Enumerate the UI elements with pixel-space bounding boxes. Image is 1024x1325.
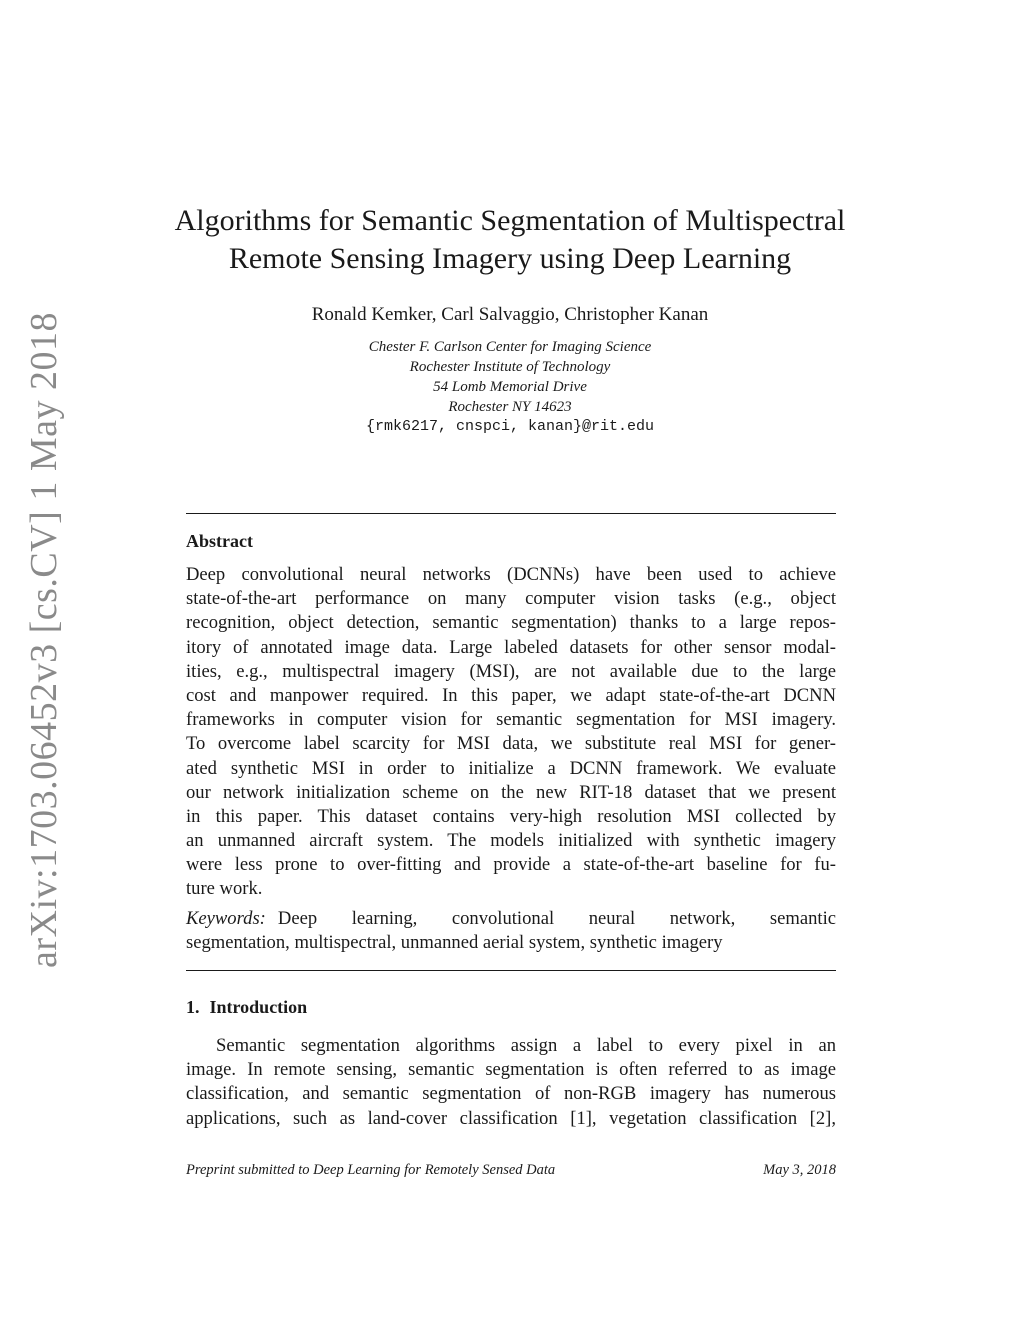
introduction-line: image. In remote sensing, semantic segmentation is often referred to as image [186,1059,836,1081]
footer-date: May 3, 2018 [763,1162,836,1178]
affiliation-line-1: Chester F. Carlson Center for Imaging Science [368,339,652,355]
footer-submission-note: Preprint submitted to Deep Learning for Remotely Sensed Data [186,1162,556,1178]
author-list: Ronald Kemker, Carl Salvaggio, Christopher Kanan [311,304,709,325]
abstract-line: our network initialization scheme on the new RIT-18 dataset that we present [186,781,836,803]
keywords-label: Keywords: [186,908,266,929]
abstract-line: recognition, object detection, semantic segmentation) thanks to a large repos- [186,612,836,634]
abstract-line: cost and manpower required. In this paper, we adapt state-of-the-art DCNN [186,684,836,706]
abstract-line: ated synthetic MSI in order to initialize a DCNN framework. We evaluate [186,757,836,779]
abstract-top-rule [186,513,836,514]
abstract-line: To overcome label scarcity for MSI data, we substitute real MSI for gener- [186,733,836,755]
introduction-body [186,1034,836,1131]
introduction-line: Semantic segmentation algorithms assign a label to every pixel in an [216,1035,836,1056]
abstract-line: state-of-the-art performance on many computer vision tasks (e.g., object [186,588,836,610]
introduction-line: applications, such as land-cover classification [1], vegetation classification [2], [186,1107,836,1129]
abstract-line: an unmanned aircraft system. The models initialized with synthetic imagery [186,830,836,852]
affiliation-line-4: Rochester NY 14623 [448,399,572,415]
abstract-line: frameworks in computer vision for semantic segmentation for MSI imagery. [186,709,836,731]
abstract-body [186,563,836,902]
affiliation-line-2: Rochester Institute of Technology [409,359,611,375]
abstract-line: in this paper. This dataset contains very-high resolution MSI collected by [186,805,836,827]
abstract-line: itory of annotated image data. Large labeled datasets for other sensor modal- [186,636,836,658]
paper-title [110,202,910,278]
abstract-bottom-rule [186,970,836,971]
abstract-heading: Abstract [186,531,253,551]
section-number: 1. [186,997,200,1017]
keywords-line-1 [186,907,836,931]
abstract-line: were less prone to over-fitting and provide a state-of-the-art baseline for fu- [186,854,836,876]
section-title: Introduction [209,997,308,1017]
paper-title-line-2: Remote Sensing Imagery using Deep Learning [228,242,792,275]
abstract-line: ities, e.g., multispectral imagery (MSI), are not available due to the large [186,660,836,682]
affiliation [110,337,910,417]
affiliation-line-3: 54 Lomb Memorial Drive [433,379,587,395]
introduction-line: classification, and semantic segmentation of non-RGB imagery has numerous [186,1083,836,1105]
abstract-line: ture work. [186,878,263,900]
arxiv-identifier: arXiv:1703.06452v3 [cs.CV] 1 May 2018 [23,312,65,968]
author-email: {rmk6217, cnspci, kanan}@rit.edu [365,418,655,435]
keywords-text-1: Deep learning, convolutional neural network, semantic [277,908,836,929]
keywords [186,907,836,955]
paper-title-line-1: Algorithms for Semantic Segmentation of Multispectral [174,204,846,237]
keywords-line-2: segmentation, multispectral, unmanned aerial system, synthetic imagery [186,932,723,954]
introduction-heading [186,995,307,1019]
abstract-line: Deep convolutional neural networks (DCNNs) have been used to achieve [186,564,836,585]
